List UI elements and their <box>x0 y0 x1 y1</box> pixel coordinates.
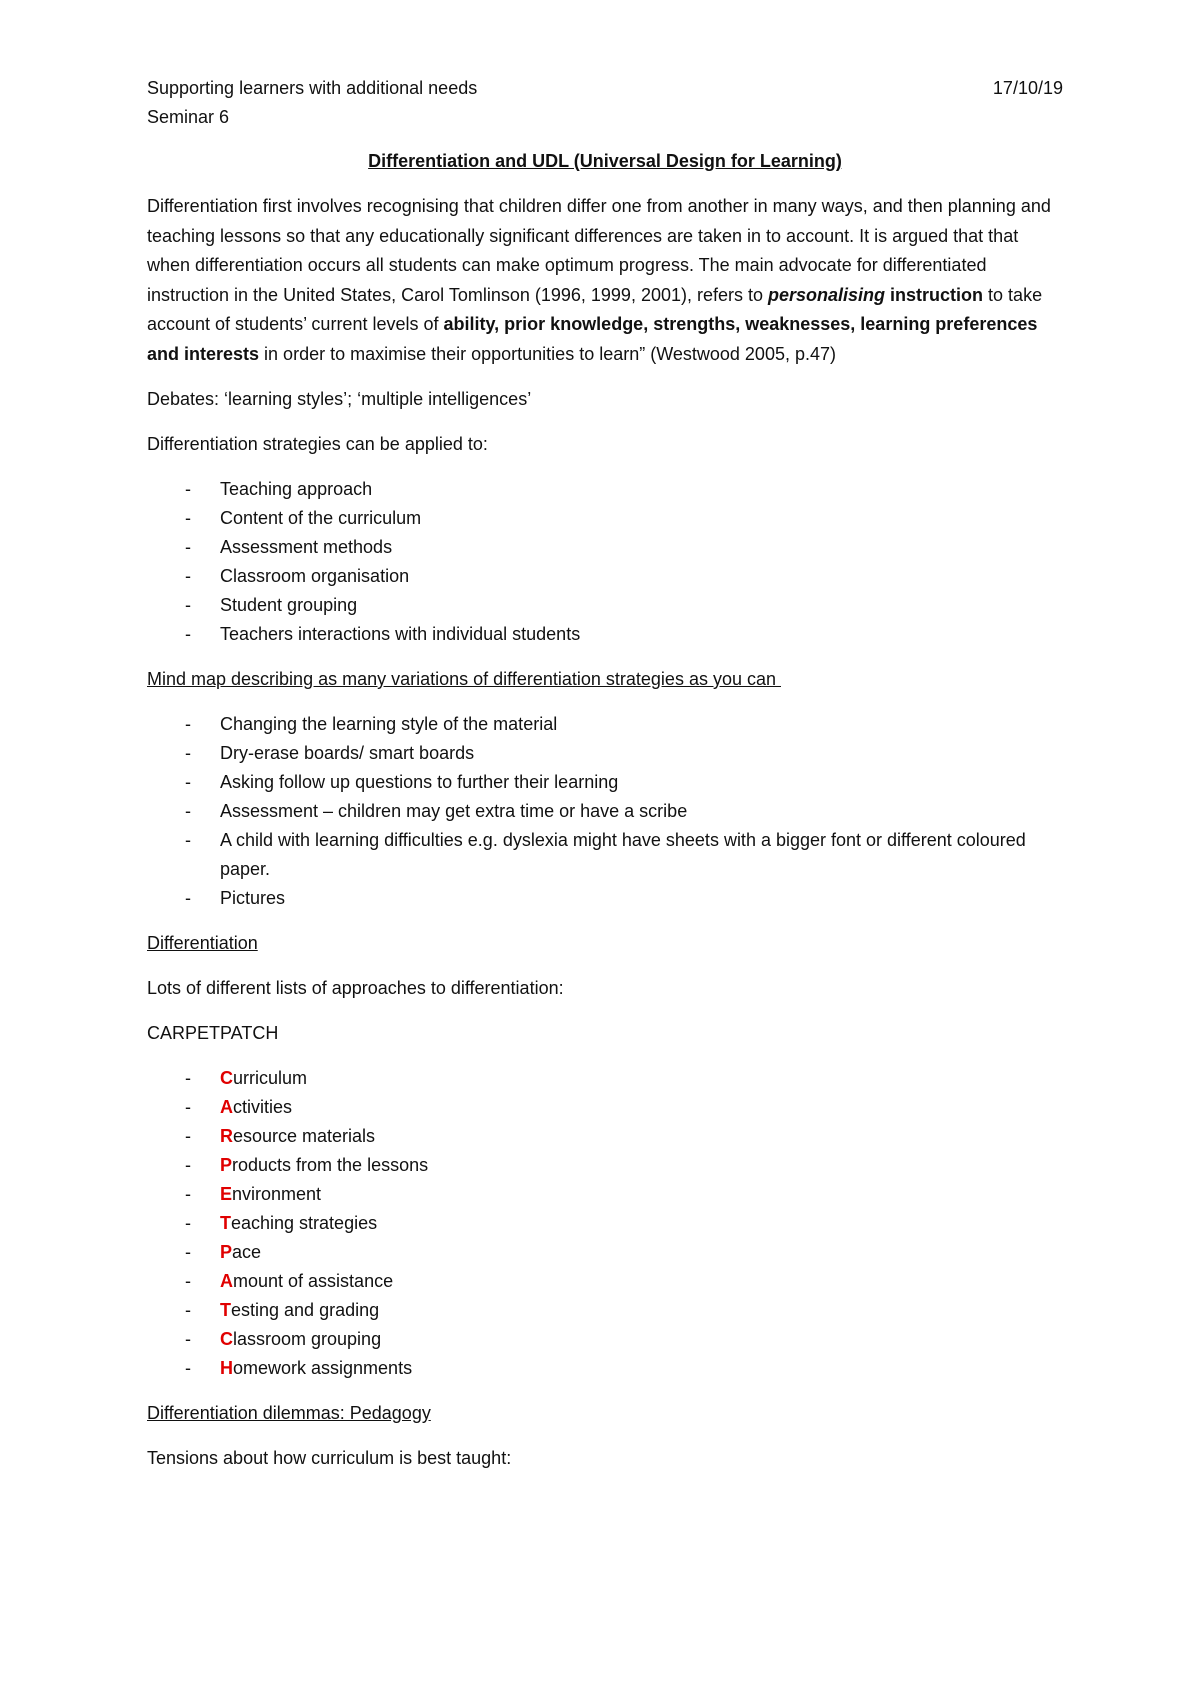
list-item: - Pace <box>185 1242 262 1262</box>
list-item: - Content of the curriculum <box>185 508 422 528</box>
list-item: - Assessment methods <box>185 537 393 557</box>
list-item: - Changing the learning style of the material <box>185 714 558 734</box>
seminar-label: Seminar 6 <box>147 107 230 127</box>
list-item: - Teachers interactions with individual students <box>185 624 581 644</box>
document-title: Differentiation and UDL (Universal Design for Learning) <box>368 151 842 171</box>
list-item: - Dry-erase boards/ smart boards <box>185 743 475 763</box>
list-item: - Homework assignments <box>185 1358 413 1378</box>
differentiation-heading: Differentiation <box>147 933 258 953</box>
list-item: - Curriculum <box>185 1068 308 1088</box>
list-item: - Classroom organisation <box>185 566 410 586</box>
list-item: - Student grouping <box>185 595 358 615</box>
intro-paragraph <box>147 192 1063 369</box>
tensions-line: Tensions about how curriculum is best taught: <box>147 1448 512 1468</box>
acronym: CARPETPATCH <box>147 1023 279 1043</box>
header-row <box>147 74 1063 103</box>
course-name: Supporting learners with additional needs <box>147 78 478 98</box>
intro-bold-terms: ability, prior knowledge, strengths, weaknesses, learning preferences and interests <box>147 314 1038 364</box>
list-item: - A child with learning difficulties e.g. dyslexia might have sheets with a bigger font or different coloured paper. <box>185 830 1026 879</box>
list-item: - Asking follow up questions to further their learning <box>185 772 619 792</box>
header-date: 17/10/19 <box>992 78 1063 98</box>
list-item: - Teaching approach <box>185 479 373 499</box>
list-item: - Assessment – children may get extra time or have a scribe <box>185 801 688 821</box>
mindmap-heading: Mind map describing as many variations of differentiation strategies as you can <box>147 669 781 689</box>
intro-personalising: personalising <box>768 284 886 305</box>
list-item: - Classroom grouping <box>185 1329 382 1349</box>
list-item: - Products from the lessons <box>185 1155 429 1175</box>
intro-text-2: to take account of students’ current levels of <box>147 284 1043 334</box>
dilemmas-heading: Differentiation dilemmas: Pedagogy <box>147 1403 431 1423</box>
lists-intro: Lots of different lists of approaches to differentiation: <box>147 978 564 998</box>
intro-text-3: in order to maximise their opportunities to learn” (Westwood 2005, p.47) <box>259 343 836 364</box>
strategies-list <box>147 475 1063 649</box>
list-item: - Activities <box>185 1097 293 1117</box>
acronym-list <box>147 1064 1063 1383</box>
debates-line: Debates: ‘learning styles’; ‘multiple intelligences’ <box>147 389 532 409</box>
intro-instruction: instruction <box>885 284 984 305</box>
intro-text-1: Differentiation first involves recognising that children differ one from another in many ways, and then planning and teaching lessons so that any educationally significant differences are taken in to account. It is argued that that when differentiation occurs all students can make optimum progress. The main advocate for differentiated instruction in the United States, Carol Tomlinson (1996, 1999, 2001), refers to <box>147 196 1051 305</box>
list-item: - Pictures <box>185 888 286 908</box>
list-item: - Amount of assistance <box>185 1271 394 1291</box>
strategies-intro: Differentiation strategies can be applied to: <box>147 434 488 454</box>
list-item: - Testing and grading <box>185 1300 380 1320</box>
mindmap-list <box>147 710 1063 913</box>
list-item: - Teaching strategies <box>185 1213 378 1233</box>
list-item: - Resource materials <box>185 1126 376 1146</box>
list-item: - Environment <box>185 1184 322 1204</box>
